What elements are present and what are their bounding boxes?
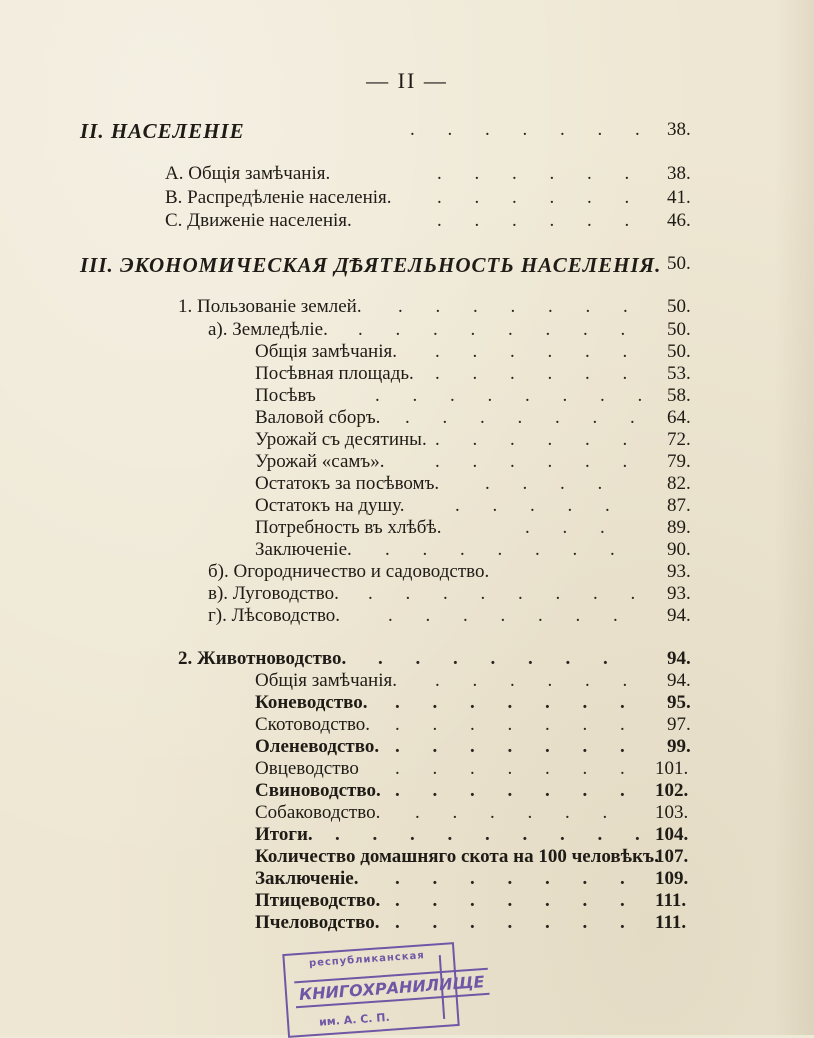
entry-label: Птицеводство. xyxy=(255,890,381,911)
toc-entry[interactable] xyxy=(255,407,695,429)
entry-label: Остатокъ на душу. xyxy=(255,495,405,516)
dot-leader: . . . . . . . xyxy=(395,912,639,933)
entry-label: Количество домашняго скота на 100 человѣкъ. xyxy=(255,846,659,867)
toc-entry[interactable] xyxy=(255,912,695,934)
dot-leader: . . . . . . xyxy=(435,451,642,472)
page-number: 93. xyxy=(667,561,691,582)
entry-label: 1. Пользованіе землей. xyxy=(178,296,362,317)
page-number: 50. xyxy=(667,253,691,274)
dot-leader: . . . . . . . xyxy=(395,758,639,779)
toc-section-economy[interactable] xyxy=(80,253,695,275)
toc-entry[interactable] xyxy=(165,187,695,209)
toc-entry[interactable] xyxy=(255,341,695,363)
entry-label: Пчеловодство. xyxy=(255,912,380,933)
entry-label: Общія замѣчанія. xyxy=(255,670,397,691)
entry-label: Свиноводство. xyxy=(255,780,381,801)
entry-label: C. Движеніе населенія. xyxy=(165,210,352,231)
dot-leader: . . . . . . . xyxy=(398,296,642,317)
toc-entry[interactable] xyxy=(255,451,695,473)
dot-leader: . . . . . . . xyxy=(410,119,654,140)
dot-leader: . . . . . . . xyxy=(405,407,649,428)
page-number: 111. xyxy=(655,890,687,911)
dot-leader: . . . . . . . xyxy=(378,648,622,669)
page-number: 58. xyxy=(667,385,691,406)
dot-leader: . . . . . . . xyxy=(395,692,639,713)
toc-entry[interactable] xyxy=(208,319,695,341)
toc-entry[interactable] xyxy=(255,363,695,385)
entry-label: Собаководство. xyxy=(255,802,381,823)
dot-leader: . . . . . . xyxy=(437,163,644,184)
entry-label: Посѣвная площадь. xyxy=(255,363,414,384)
dot-leader: . . . . . . xyxy=(435,363,642,384)
dot-leader: . . . . . . xyxy=(437,210,644,231)
page-number: 107. xyxy=(655,846,689,867)
page-number: 89. xyxy=(667,517,691,538)
entry-label: Урожай съ десятины. xyxy=(255,429,427,450)
dot-leader: . . . . . . . xyxy=(395,868,639,889)
entry-label: Коневодство. xyxy=(255,692,368,713)
toc-entry[interactable] xyxy=(165,210,695,232)
toc-entry[interactable] xyxy=(255,846,695,868)
toc-entry[interactable] xyxy=(255,714,695,736)
stamp-line: КНИГОХРАНИЛИЩЕ xyxy=(294,968,489,1008)
entry-label: Валовой сборъ. xyxy=(255,407,381,428)
library-stamp xyxy=(282,942,486,1038)
dot-leader: . . . . . . xyxy=(435,341,642,362)
entry-label: 2. Животноводство. xyxy=(178,648,347,669)
dot-leader: . . . . . . . xyxy=(395,780,639,801)
entry-label: Итоги. xyxy=(255,824,313,845)
toc-entry[interactable] xyxy=(255,824,695,846)
toc-entry[interactable] xyxy=(208,561,695,583)
dot-leader: . . . . . . . xyxy=(388,605,632,626)
entry-label: Остатокъ за посѣвомъ. xyxy=(255,473,440,494)
entry-label: Скотоводство. xyxy=(255,714,371,735)
entry-label: в). Луговодство. xyxy=(208,583,339,604)
toc-entry[interactable] xyxy=(255,758,695,780)
dot-leader: . . . xyxy=(525,517,619,538)
page-number: 93. xyxy=(667,583,691,604)
entry-label: Общія замѣчанія. xyxy=(255,341,397,362)
entry-label: Посѣвъ xyxy=(255,385,316,406)
page-number: 50. xyxy=(667,341,691,362)
dot-leader: . . . . . . . xyxy=(395,714,639,735)
toc-entry[interactable] xyxy=(255,780,695,802)
toc-entry[interactable] xyxy=(178,296,695,318)
page-number: 50. xyxy=(667,319,691,340)
toc-entry[interactable] xyxy=(255,890,695,912)
entry-label: B. Распредѣленіе населенія. xyxy=(165,187,392,208)
page-number: 94. xyxy=(667,648,691,669)
page-header: — II — xyxy=(366,68,448,93)
toc-entry[interactable] xyxy=(255,868,695,890)
page-number: 64. xyxy=(667,407,691,428)
dot-leader: . . . . . . . xyxy=(395,890,639,911)
page-number: 101. xyxy=(655,758,689,779)
page-number: 94. xyxy=(667,670,691,691)
dot-leader: . . . . . . . xyxy=(385,539,629,560)
section-title: III. ЭКОНОМИЧЕСКАЯ ДѢЯТЕЛЬНОСТЬ НАСЕЛЕНІЯ. xyxy=(80,253,662,277)
page-number: 50. xyxy=(667,296,691,317)
page-number: 102. xyxy=(655,780,689,801)
toc-entry[interactable] xyxy=(208,605,695,627)
toc-entry[interactable] xyxy=(255,473,695,495)
page-number: 94. xyxy=(667,605,691,626)
toc-section-population[interactable] xyxy=(80,119,695,141)
toc-entry[interactable] xyxy=(255,802,695,824)
entry-label: Заключеніе. xyxy=(255,539,352,560)
page-number: 109. xyxy=(655,868,689,889)
entry-label: б). Огородничество и садоводство. xyxy=(208,561,490,582)
page-number: 103. xyxy=(655,802,689,823)
toc-entry[interactable] xyxy=(255,539,695,561)
dot-leader: . . . . . . . xyxy=(395,736,639,757)
stamp-line: им. А. С. П. xyxy=(318,1010,391,1029)
section-title: II. НАСЕЛЕНІЕ xyxy=(80,119,245,143)
page-number: 38. xyxy=(667,119,691,140)
entry-label: Потребность въ хлѣбѣ. xyxy=(255,517,442,538)
entry-label: A. Общія замѣчанія. xyxy=(165,163,331,184)
entry-label: а). Земледѣліе. xyxy=(208,319,328,340)
page-number: 82. xyxy=(667,473,691,494)
toc-entry[interactable] xyxy=(178,648,695,670)
page-number: 41. xyxy=(667,187,691,208)
page-number: 38. xyxy=(667,163,691,184)
toc-entry[interactable] xyxy=(255,385,695,407)
dot-leader: . . . . . . xyxy=(435,670,642,691)
dot-leader: . . . . . . . . xyxy=(358,319,640,340)
page-shadow xyxy=(774,0,814,1035)
page-number: 99. xyxy=(667,736,691,757)
toc-entry[interactable] xyxy=(255,670,695,692)
dot-leader: . . . . . . xyxy=(435,429,642,450)
page-number: 79. xyxy=(667,451,691,472)
dot-leader: . . . . . xyxy=(455,495,624,516)
toc-entry[interactable] xyxy=(255,495,695,517)
dot-leader: . . . . . . . . xyxy=(375,385,657,406)
stamp-line: республиканская xyxy=(308,950,426,970)
page-number: 53. xyxy=(667,363,691,384)
page-number: 87. xyxy=(667,495,691,516)
page-number: 95. xyxy=(667,692,691,713)
toc-entry[interactable] xyxy=(208,583,695,605)
toc-entry[interactable] xyxy=(255,736,695,758)
entry-label: г). Лѣсоводство. xyxy=(208,605,341,626)
page-number: 97. xyxy=(667,714,691,735)
dot-leader: . . . . . . xyxy=(437,187,644,208)
page-number: 72. xyxy=(667,429,691,450)
page-number: 104. xyxy=(655,824,689,845)
stamp-border xyxy=(439,954,459,1019)
entry-label: Овцеводство xyxy=(255,758,359,779)
dot-leader: . . . . . . . . xyxy=(368,583,650,604)
entry-label: Оленеводство. xyxy=(255,736,380,757)
page-number: 90. xyxy=(667,539,691,560)
dot-leader: . . . . xyxy=(485,473,617,494)
entry-label: Урожай «самъ». xyxy=(255,451,385,472)
dot-leader: . . . . . . xyxy=(415,802,622,823)
dot-leader: . . . . . . . . . xyxy=(335,824,654,845)
page-number: 111. xyxy=(655,912,687,933)
toc-entry[interactable] xyxy=(165,163,695,185)
toc-entry[interactable] xyxy=(255,517,695,539)
entry-label: Заключеніе. xyxy=(255,868,359,889)
toc-entry[interactable] xyxy=(255,429,695,451)
toc-entry[interactable] xyxy=(255,692,695,714)
page-number: 46. xyxy=(667,210,691,231)
